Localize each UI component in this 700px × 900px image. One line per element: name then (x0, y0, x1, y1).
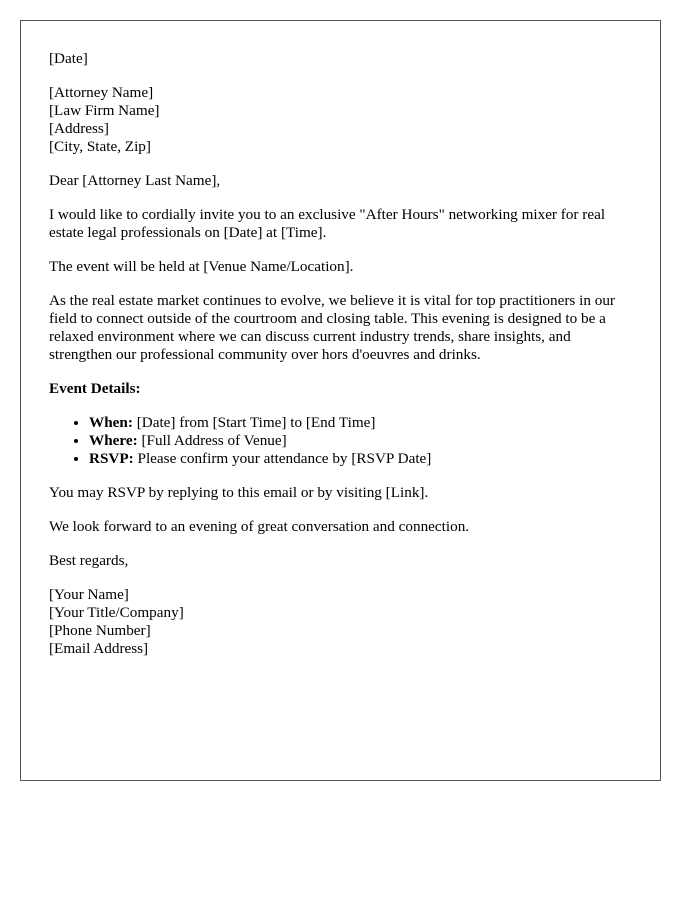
detail-value: Please confirm your attendance by [RSVP Date] (133, 450, 432, 467)
detail-item-when (89, 414, 632, 432)
salutation: Dear [Attorney Last Name], (49, 172, 221, 189)
paragraph-invite: I would like to cordially invite you to an exclusive "After Hours" networking mixer for real estate legal professionals on [Date] at [Time]. (49, 206, 606, 241)
event-details-list (49, 414, 632, 468)
paragraph-venue: The event will be held at [Venue Name/Location]. (49, 258, 354, 275)
letter-date: [Date] (49, 50, 88, 67)
detail-value: [Full Address of Venue] (137, 432, 287, 449)
detail-item-rsvp (89, 450, 632, 468)
recipient-city-state-zip: [City, State, Zip] (49, 138, 151, 155)
sender-block (49, 586, 632, 658)
paragraph-rsvp: You may RSVP by replying to this email or by visiting [Link]. (49, 484, 429, 501)
detail-item-where (89, 432, 632, 450)
sender-name: [Your Name] (49, 586, 129, 603)
recipient-name: [Attorney Name] (49, 84, 154, 101)
detail-label: Where: (89, 432, 138, 449)
letter-page (20, 20, 661, 781)
detail-label: RSVP: (89, 450, 134, 467)
paragraph-context: As the real estate market continues to evolve, we believe it is vital for top practitioners in our field to connect outside of the courtroom and closing table. This evening is designed to be a relaxed environment where we can discuss current industry trends, share insights, and strengthen our professional community over hors d'oeuvres and drinks. (49, 292, 615, 363)
event-details-heading: Event Details: (49, 380, 141, 397)
sender-phone: [Phone Number] (49, 622, 151, 639)
paragraph-closing: We look forward to an evening of great conversation and connection. (49, 518, 470, 535)
sender-email: [Email Address] (49, 640, 149, 657)
sender-title-company: [Your Title/Company] (49, 604, 184, 621)
detail-label: When: (89, 414, 133, 431)
detail-value: [Date] from [Start Time] to [End Time] (132, 414, 376, 431)
recipient-address: [Address] (49, 120, 109, 137)
recipient-firm: [Law Firm Name] (49, 102, 160, 119)
signoff: Best regards, (49, 552, 129, 569)
recipient-block (49, 84, 632, 156)
